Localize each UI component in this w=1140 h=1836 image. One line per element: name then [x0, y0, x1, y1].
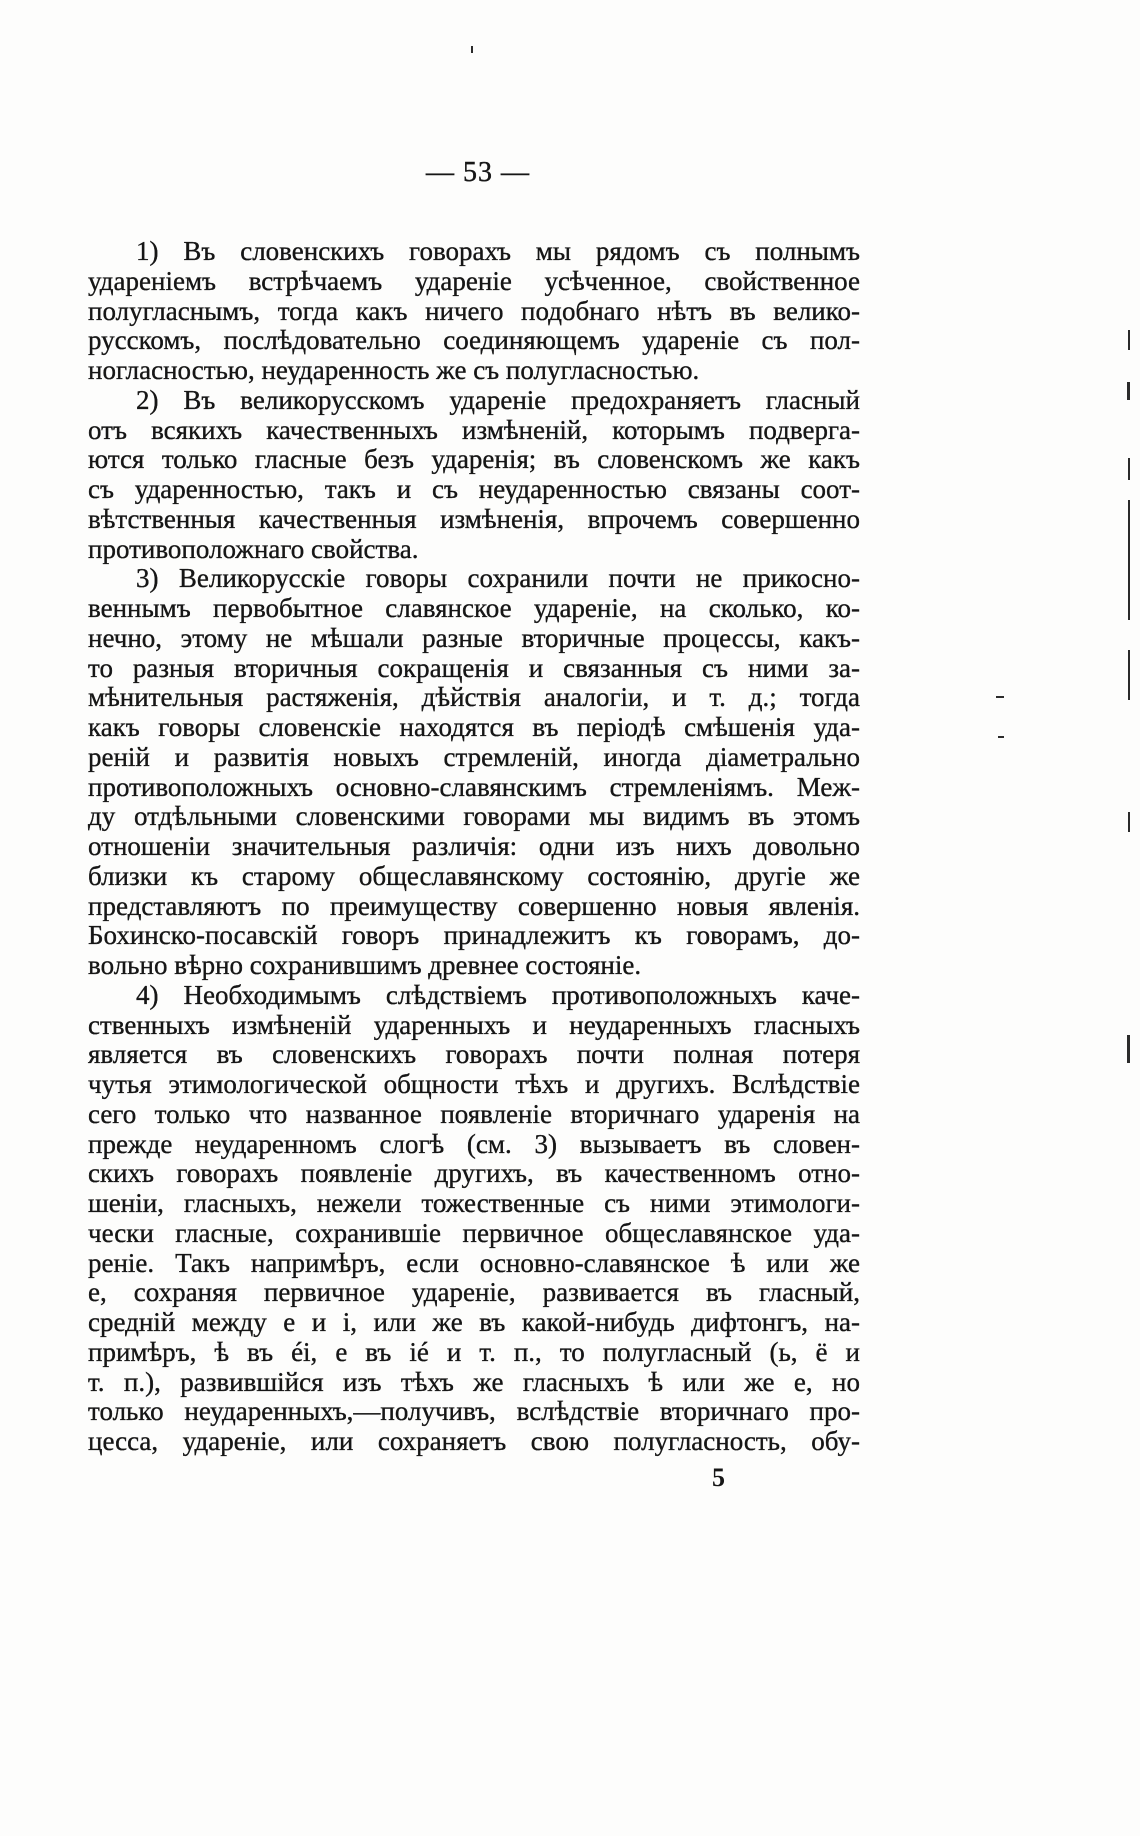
text-line: веннымъ первобытное славянское удареніе, на сколько, ко-: [88, 593, 860, 623]
text-line: нечно, этому не мѣшали разные вторичные процессы, какъ-: [88, 622, 860, 653]
text-line: вольно вѣрно сохранившимъ древнее состояніе.: [88, 950, 642, 980]
scan-mark: [1127, 1035, 1130, 1063]
text-line: сего только что названное появленіе вторичнаго ударенія на: [88, 1098, 860, 1129]
text-line: ются только гласные безъ ударенія; въ словенскомъ же какъ: [88, 444, 860, 475]
text-line: т. п.), развившійся изъ тѣхъ же гласныхъ ѣ или же е, но: [88, 1366, 860, 1397]
paragraph-2: [88, 386, 860, 565]
text-line: противоположныхъ основно-славянскимъ стремленіямъ. Меж-: [88, 771, 860, 802]
text-line: какъ говоры словенскіе находятся въ періодѣ смѣшенія уда-: [88, 712, 860, 742]
text-line: чутья этимологической общности тѣхъ и другихъ. Вслѣдствіе: [88, 1069, 860, 1099]
text-line: ду отдѣльными словенскими говорами мы видимъ въ этомъ: [88, 801, 860, 832]
paragraph-1: [88, 237, 860, 386]
paragraph-4: [88, 981, 860, 1457]
scan-mark: [471, 46, 473, 53]
text-line: ногласностью, неударенность же съ полугласностью.: [88, 355, 700, 385]
text-line: отношеніи значительныя различія: одни изъ нихъ довольно: [88, 831, 860, 861]
text-line: русскомъ, послѣдовательно соединяющемъ удареніе съ пол-: [88, 325, 860, 356]
text-line: чески гласные, сохранившіе первичное общеславянское уда-: [88, 1217, 860, 1248]
scan-mark: [998, 736, 1004, 738]
text-line: цесса, удареніе, или сохраняетъ свою полугласность, обу-: [88, 1426, 860, 1456]
scan-mark: [1128, 650, 1130, 700]
text-line: примѣръ, ѣ въ éi, е въ ié и т. п., то полугласный (ь, ё и: [88, 1336, 860, 1367]
text-line: представляютъ по преимуществу совершенно новыя явленія.: [88, 890, 860, 921]
text-line: прежде неударенномъ слогѣ (см. 3) вызываетъ въ словен-: [88, 1128, 860, 1159]
scan-mark: [996, 696, 1004, 698]
text-line: скихъ говорахъ появленіе другихъ, въ качественномъ отно-: [88, 1158, 860, 1189]
text-line: вѣтственныя качественныя измѣненія, впрочемъ совершенно: [88, 503, 860, 534]
text-line: Бохинско-посавскій говоръ принадлежитъ къ говорамъ, до-: [88, 920, 860, 951]
text-line: шеніи, гласныхъ, нежели тожественные съ ними этимологи-: [88, 1188, 860, 1218]
body-text: [88, 237, 860, 1457]
signature-mark: 5: [712, 1463, 725, 1492]
text-line: средній между е и і, или же въ какой-нибудь дифтонгъ, на-: [88, 1307, 860, 1337]
page-number: — 53 —: [426, 157, 530, 188]
text-line: противоположнаго свойства.: [88, 533, 419, 564]
text-line: отъ всякихъ качественныхъ измѣненій, которымъ подверга-: [88, 414, 860, 445]
scan-mark: [1128, 500, 1130, 620]
text-line: полугласнымъ, тогда какъ ничего подобнаго нѣтъ въ велико-: [88, 295, 860, 326]
text-line: мѣнительныя растяженія, дѣйствія аналогіи, и т. д.; тогда: [88, 682, 860, 713]
scan-mark: [1128, 458, 1130, 480]
text-line: съ ударенностью, такъ и съ неударенностью связаны соот-: [88, 474, 860, 504]
text-line: реніе. Такъ напримѣръ, если основно-славянское ѣ или же: [88, 1247, 860, 1278]
text-line: 3) Великорусскіе говоры сохранили почти не прикосно-: [136, 563, 860, 594]
text-line: то разныя вторичныя сокращенія и связанныя съ ними за-: [88, 652, 860, 683]
text-line: е, сохраняя первичное удареніе, развивается въ гласный,: [88, 1277, 860, 1308]
text-line: является въ словенскихъ говорахъ почти полная потеря: [88, 1039, 860, 1070]
text-line: 1) Въ словенскихъ говорахъ мы рядомъ съ полнымъ: [136, 236, 860, 266]
text-line: ственныхъ измѣненій ударенныхъ и неударенныхъ гласныхъ: [88, 1009, 860, 1040]
text-line: 2) Въ великорусскомъ удареніе предохраняетъ гласный: [136, 384, 860, 415]
scan-mark: [1128, 812, 1130, 832]
text-line: 4) Необходимымъ слѣдствіемъ противоположныхъ каче-: [136, 979, 860, 1010]
text-line: реній и развитія новыхъ стремленій, иногда діаметрально: [88, 741, 860, 772]
text-line: удареніемъ встрѣчаемъ удареніе усѣченное, свойственное: [88, 265, 860, 296]
text-line: только неударенныхъ,—получивъ, вслѣдствіе вторичнаго про-: [88, 1396, 860, 1427]
paragraph-3: [88, 564, 860, 981]
scan-mark: [1128, 330, 1130, 350]
scan-mark: [1127, 382, 1130, 400]
text-line: близки къ старому общеславянскому состоянію, другіе же: [88, 860, 860, 891]
